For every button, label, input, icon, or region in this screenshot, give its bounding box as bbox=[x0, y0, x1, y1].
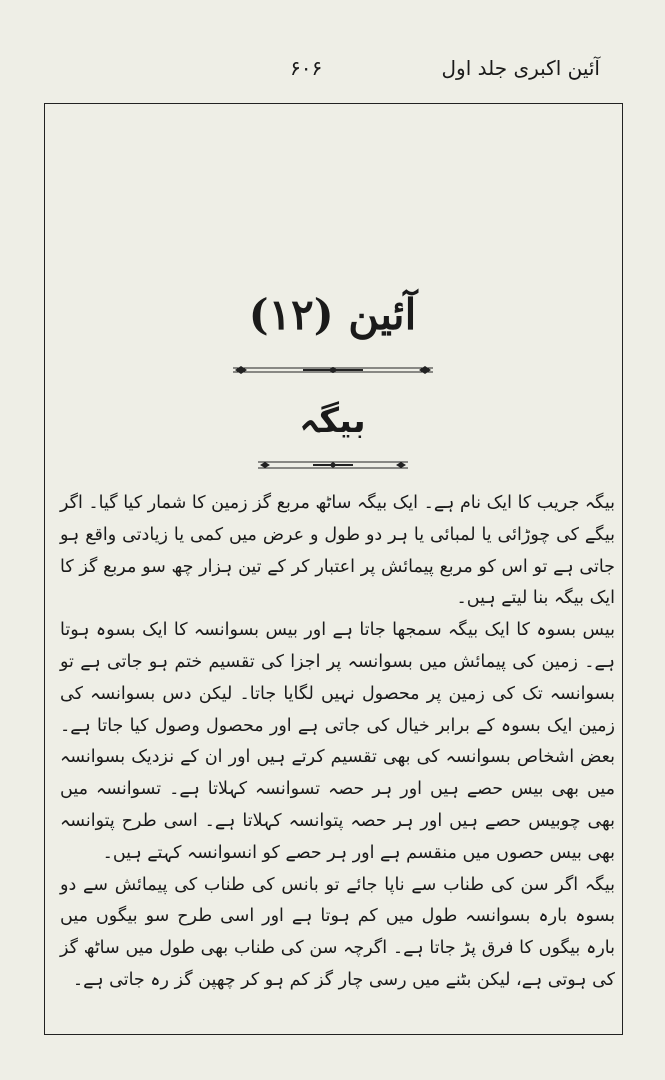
running-title: آئین اکبری جلد اول bbox=[441, 56, 600, 80]
page-number: ۶۰۶ bbox=[290, 56, 323, 80]
paragraph: بیگہ اگر سن کی طناب سے ناپا جائے تو بانس کی طناب کی پیمائش سے دو بسوہ بارہ بسوانسہ طول میں کم ہوتا ہے اور اسی طرح سو بیگوں میں بارہ بیگوں کا فرق پڑ جاتا ہے۔ اگرچہ سن کی طناب بھی طول میں ساٹھ گز کی ہوتی ہے، لیکن بٹنے میں رسی چار گز کم ہو کر چھپن گز رہ جاتی ہے۔ bbox=[60, 874, 615, 990]
chapter-title: آئین (۱۲) bbox=[248, 290, 417, 339]
paragraph: بیس بسوہ کا ایک بیگہ سمجھا جاتا ہے اور بیس بسوانسہ کا ایک بسوہ ہوتا ہے۔ زمین کی پیمائش میں بسوانسہ پر اجزا کی تقسیم ختم ہو جاتی ہے تو بسوانسہ تک کی زمین پر محصول نہیں لگایا جاتا۔ لیکن دس بسوانسہ کی زمین ایک بسوہ کے برابر خیال کی جاتی ہے اور محصول وصول کیا جاتا ہے۔ بعض اشخاص بسوانسہ کی بھی تقسیم کرتے ہیں اور ان کے نزدیک بسوانسہ میں بھی بیس حصے ہیں اور ہر حصہ تسوانسہ کہلاتا ہے۔ تسوانسہ میں بھی چوبیس حصے ہیں اور ہر حصہ پتوانسہ کہلاتا ہے۔ اسی طرح پتوانسہ بھی بیس حصوں میں منقسم ہے اور ہر حصے کو انسوانسہ کہتے ہیں۔ bbox=[60, 620, 615, 863]
section-subtitle: بیگہ bbox=[299, 401, 366, 441]
ornament-divider-top bbox=[0, 360, 665, 380]
paragraph: بیگہ جریب کا ایک نام ہے۔ ایک بیگہ ساٹھ مربع گز زمین کا شمار کیا گیا۔ اگر بیگے کی چوڑائی یا لمبائی یا ہر دو طول و عرض میں کمی یا زیادتی واقع ہو جاتی ہے تو اس کو مربع پیمائش پر اعتبار کر کے تین ہزار چھ سو مربع گز کا ایک بیگہ بنا لیتے ہیں۔ bbox=[60, 493, 615, 609]
ornament-divider-bottom bbox=[0, 455, 665, 475]
body-text bbox=[60, 488, 615, 997]
page-header bbox=[40, 52, 630, 92]
